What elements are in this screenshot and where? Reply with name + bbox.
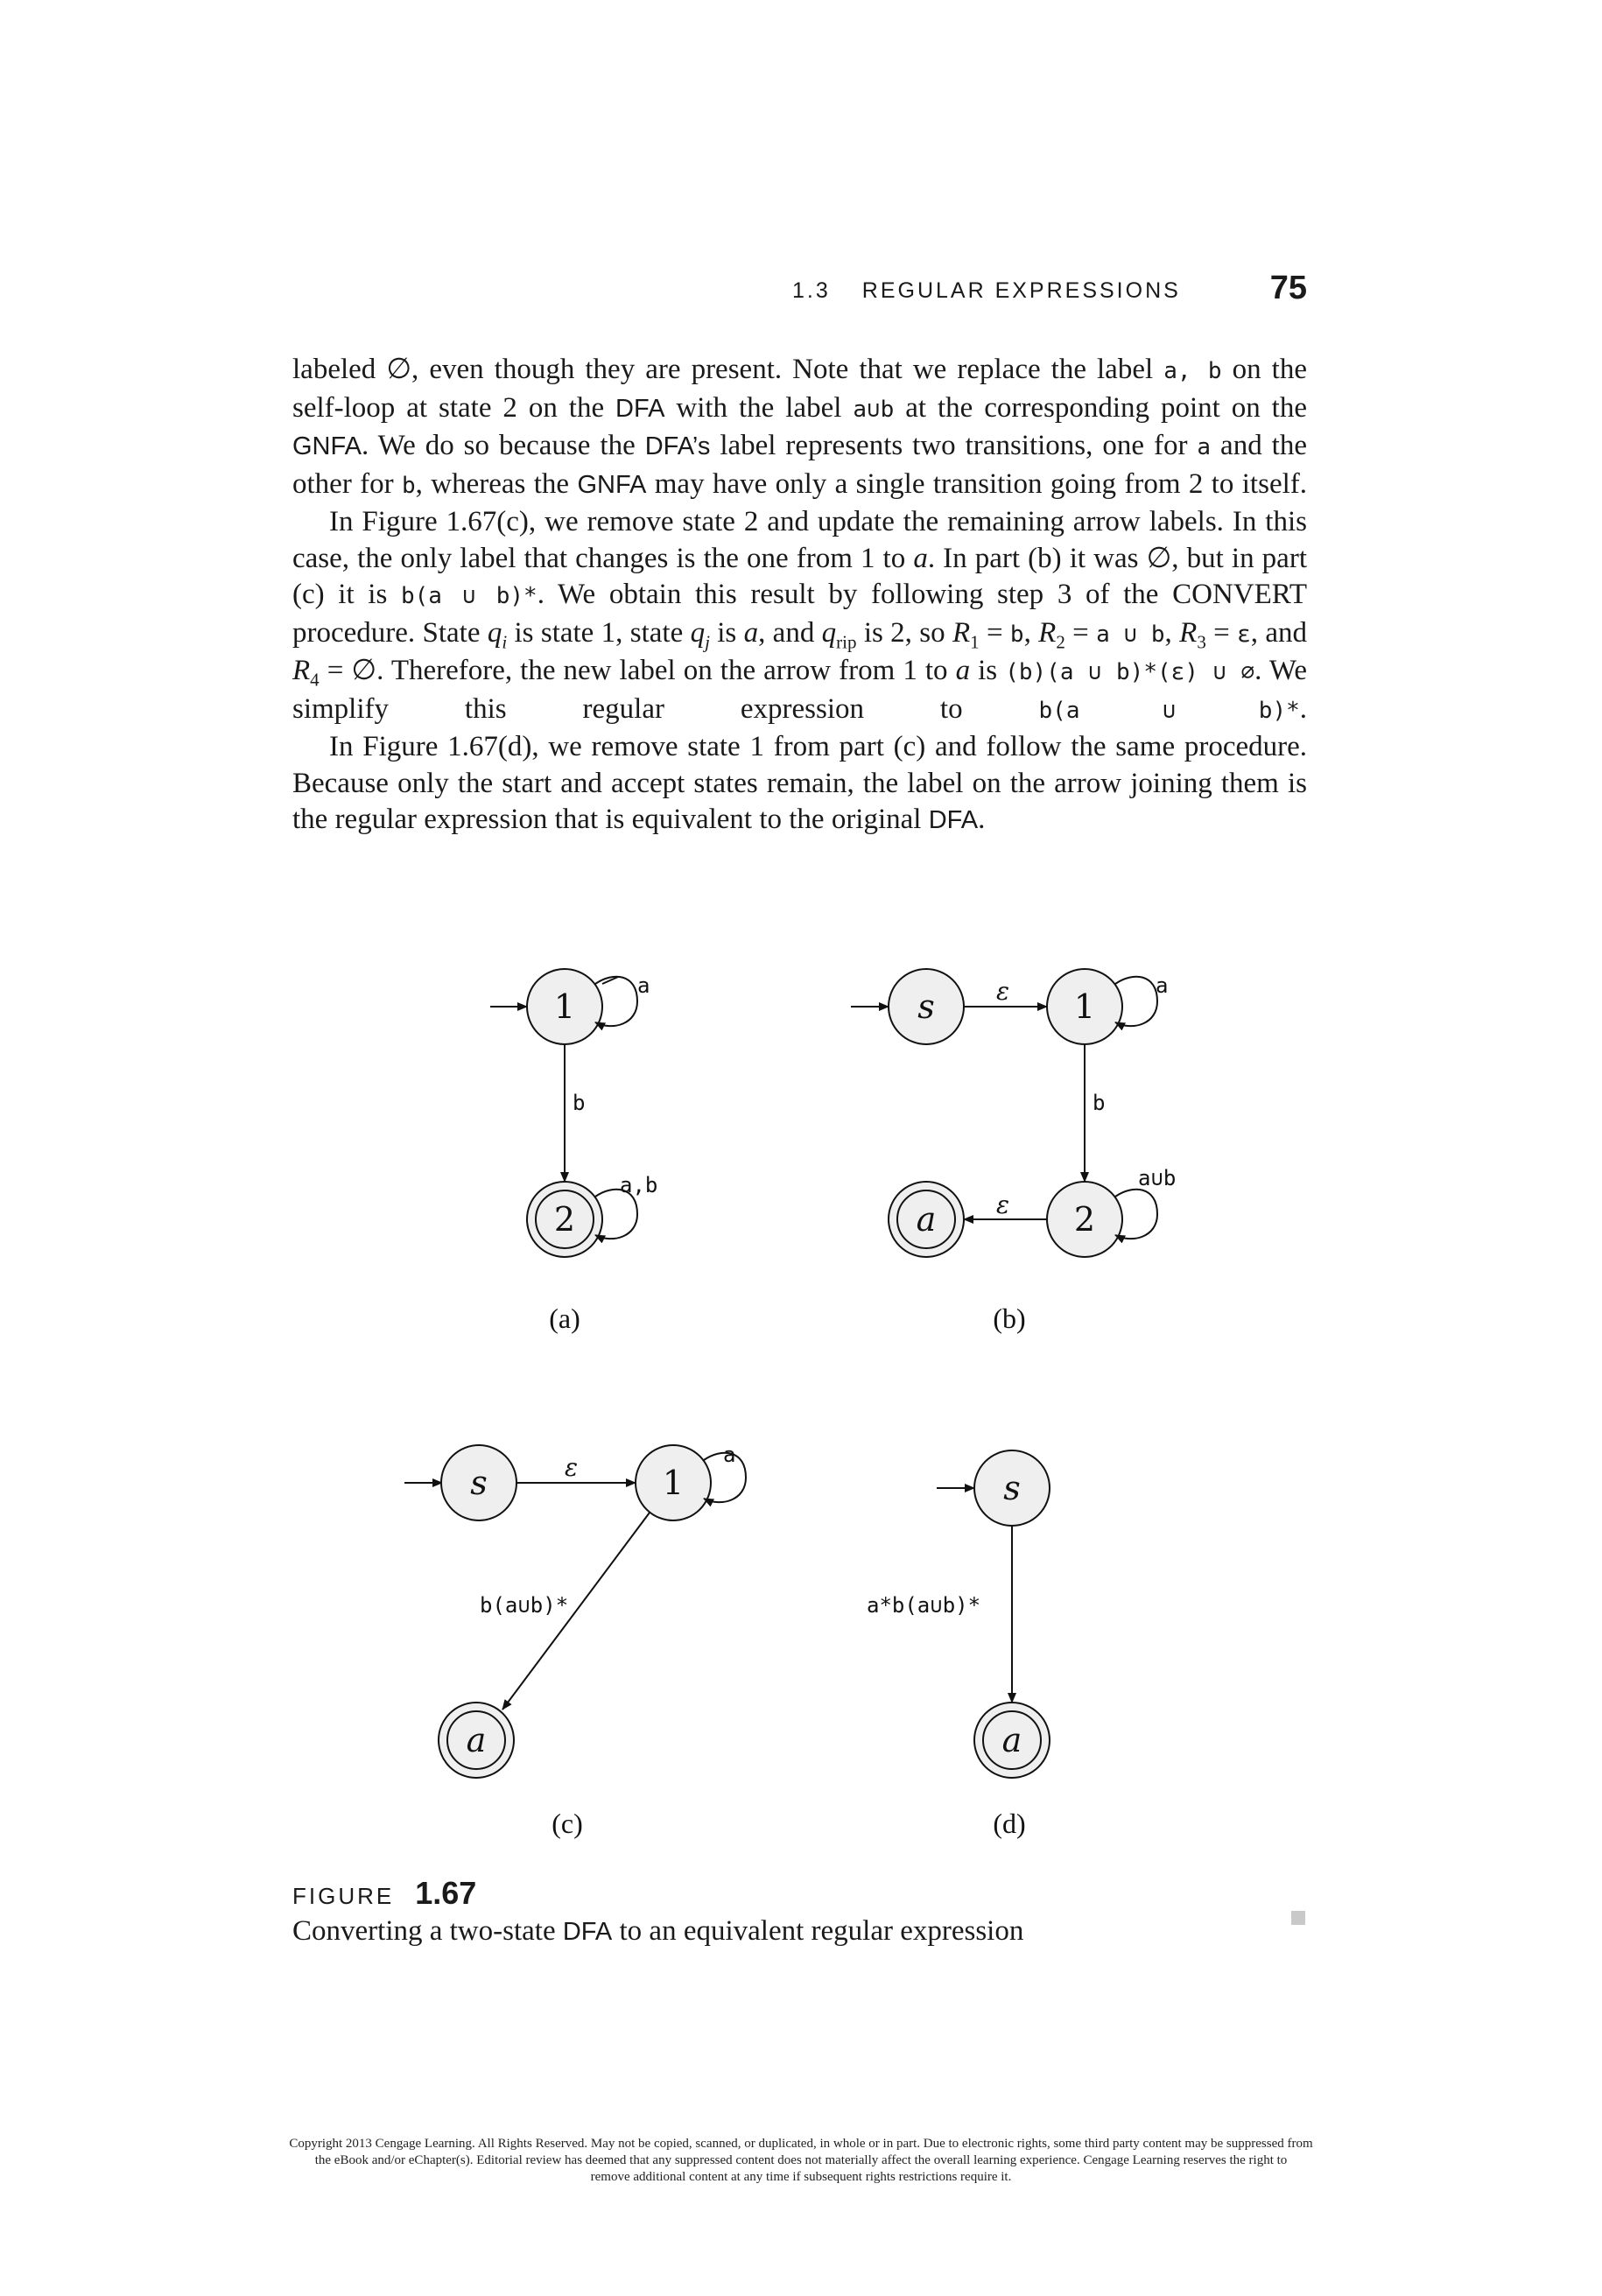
math-var: a bbox=[743, 616, 759, 649]
code-expression: (b)(a ∪ b)*(ε) ∪ ∅ bbox=[1005, 659, 1255, 685]
code-expression: b bbox=[1009, 621, 1024, 648]
state-1: 1 bbox=[662, 1464, 685, 1502]
procedure-name: CONVERT bbox=[1172, 579, 1307, 610]
page-number: 75 bbox=[1269, 270, 1307, 306]
state-2: 2 bbox=[553, 1200, 576, 1239]
text-run: = bbox=[1064, 616, 1097, 649]
math-subscript: 4 bbox=[310, 669, 320, 691]
text-run: = bbox=[1205, 616, 1238, 649]
state-s: s bbox=[470, 1464, 488, 1502]
text-run: is bbox=[970, 655, 1006, 686]
text-run: , and bbox=[758, 616, 822, 649]
edge-2-a-label: ε bbox=[996, 1190, 1010, 1219]
figure-label: FIGURE bbox=[292, 1883, 395, 1909]
math-subscript: 3 bbox=[1197, 631, 1206, 653]
text-run: at the corresponding point on the bbox=[894, 391, 1307, 424]
acronym: DFA bbox=[928, 806, 979, 834]
text-run: is bbox=[709, 616, 744, 649]
code-label: a∪b bbox=[853, 396, 895, 423]
math-var: R bbox=[292, 655, 311, 686]
text-run: . We obtain this result by following step 3 of the bbox=[537, 579, 1173, 610]
text-run: Converting a two-state bbox=[292, 1915, 563, 1947]
text-run: to an equivalent regular expression bbox=[612, 1915, 1024, 1947]
text-run: with the label bbox=[664, 391, 854, 424]
loop-1-label: a bbox=[1156, 973, 1169, 998]
end-of-figure-square bbox=[1291, 1911, 1305, 1925]
edge-1-2-label: b bbox=[1093, 1091, 1106, 1115]
edge-s-1-label: ε bbox=[996, 977, 1010, 1006]
text-run: , bbox=[1164, 616, 1180, 649]
math-var: a bbox=[955, 655, 971, 686]
math-subscript: i bbox=[502, 631, 508, 653]
footer-line: the eBook and/or eChapter(s). Editorial review has deemed that any suppressed content does not materially affect the overall learning experience. Cengage Learning reserves the right to bbox=[314, 2153, 1288, 2167]
text-run: . bbox=[978, 804, 986, 835]
text-run: labeled ∅, even though they are present. Note that we replace the label bbox=[292, 354, 1164, 385]
caption-text bbox=[292, 1915, 1023, 1948]
section-title: REGULAR EXPRESSIONS bbox=[861, 278, 1181, 303]
loop-1-label: a bbox=[723, 1443, 736, 1467]
text-run: , whereas the bbox=[415, 467, 578, 500]
acronym: DFA bbox=[562, 1918, 613, 1946]
math-var: R bbox=[952, 616, 971, 649]
state-1: 1 bbox=[553, 987, 576, 1026]
code-expression: b(a ∪ b)* bbox=[1038, 697, 1300, 724]
text-run: is 2, so bbox=[856, 616, 952, 649]
math-subscript: rip bbox=[836, 631, 857, 653]
text-run: and the other for bbox=[292, 430, 1307, 500]
edge-1-a-label: b(a∪b)* bbox=[480, 1593, 569, 1618]
math-var: q bbox=[487, 616, 502, 649]
text-run: = bbox=[979, 616, 1010, 649]
math-var: a bbox=[913, 542, 928, 574]
code-label: a, b bbox=[1163, 358, 1222, 384]
edge-s-1-label: ε bbox=[565, 1453, 579, 1482]
text-run: In Figure 1.67(d), we remove state 1 from part (c) and follow the same procedure. Because only the start and accept states remain, the label on the arrow joining them is the regular expression that is equivalent to the original bbox=[292, 731, 1307, 835]
text-run: . In part (b) it was ∅, but in part (c) it is bbox=[292, 542, 1307, 610]
acronym: DFA’s bbox=[644, 432, 711, 460]
loop-2-label: a∪b bbox=[1138, 1166, 1177, 1190]
diagram-a bbox=[490, 969, 657, 1334]
code-label: a bbox=[1197, 434, 1212, 460]
loop-2-label: a,b bbox=[620, 1173, 658, 1197]
code-expression: ε bbox=[1237, 621, 1251, 648]
footer-line: remove additional content at any time if subsequent rights restrictions require it. bbox=[590, 2170, 1012, 2184]
edge-s-a-label: a*b(a∪b)* bbox=[867, 1593, 981, 1618]
math-var: R bbox=[1179, 616, 1198, 649]
math-var: R bbox=[1038, 616, 1057, 649]
code-label: b bbox=[402, 472, 416, 499]
diagram-b bbox=[851, 969, 1176, 1334]
figure-number: 1.67 bbox=[415, 1875, 477, 1911]
state-s: s bbox=[1003, 1469, 1021, 1507]
math-subscript: 2 bbox=[1056, 631, 1065, 653]
text-run: . bbox=[1299, 692, 1307, 725]
text-run: . We do so because the bbox=[361, 430, 645, 461]
figure-caption bbox=[292, 1875, 1023, 1948]
acronym: GNFA bbox=[577, 470, 647, 499]
text-run: on the self-loop at state 2 on the bbox=[292, 354, 1307, 424]
copyright-footer bbox=[175, 2136, 1427, 2186]
sublabel-c: (c) bbox=[552, 1808, 583, 1839]
text-run: may have only a single transition going from 2 to itself. bbox=[646, 467, 1308, 500]
math-var: q bbox=[690, 616, 706, 649]
text-run: . We simplify this regular expression to bbox=[292, 655, 1308, 725]
state-a: a bbox=[466, 1721, 487, 1759]
text-run: label represents two transitions, one for bbox=[710, 430, 1198, 461]
sublabel-d: (d) bbox=[993, 1808, 1026, 1839]
sublabel-b: (b) bbox=[993, 1302, 1026, 1334]
text-run: = ∅. Therefore, the new label on the arrow from 1 to bbox=[319, 655, 956, 686]
state-2: 2 bbox=[1073, 1200, 1096, 1239]
state-a: a bbox=[916, 1200, 937, 1239]
text-run: procedure. State bbox=[292, 616, 488, 649]
text-run: is state 1, state bbox=[507, 616, 691, 649]
acronym: DFA bbox=[615, 394, 665, 423]
section-number: 1.3 bbox=[792, 278, 831, 303]
math-subscript: j bbox=[705, 631, 710, 653]
text-run: In Figure 1.67(c), we remove state 2 and update the remaining arrow labels. In this case, the only label that changes is the one from 1 to bbox=[292, 506, 1307, 574]
loop-1-label: a bbox=[637, 973, 650, 998]
diagram-d bbox=[867, 1450, 1050, 1839]
state-s: s bbox=[917, 987, 935, 1026]
text-run: , and bbox=[1250, 616, 1307, 649]
state-a: a bbox=[1001, 1721, 1022, 1759]
math-var: q bbox=[821, 616, 837, 649]
code-expression: a ∪ b bbox=[1096, 621, 1165, 648]
footer-line: Copyright 2013 Cengage Learning. All Rights Reserved. May not be copied, scanned, or duplicated, in whole or in part. Due to electronic rights, some third party content may be suppressed from bbox=[289, 2137, 1313, 2151]
diagram-c bbox=[404, 1443, 746, 1839]
acronym: GNFA bbox=[292, 432, 362, 460]
math-subscript: 1 bbox=[970, 631, 980, 653]
text-run: , bbox=[1023, 616, 1039, 649]
sublabel-a: (a) bbox=[549, 1302, 580, 1334]
code-expression: b(a ∪ b)* bbox=[400, 583, 538, 609]
edge-1-2-label: b bbox=[573, 1091, 586, 1115]
state-1: 1 bbox=[1073, 987, 1096, 1026]
